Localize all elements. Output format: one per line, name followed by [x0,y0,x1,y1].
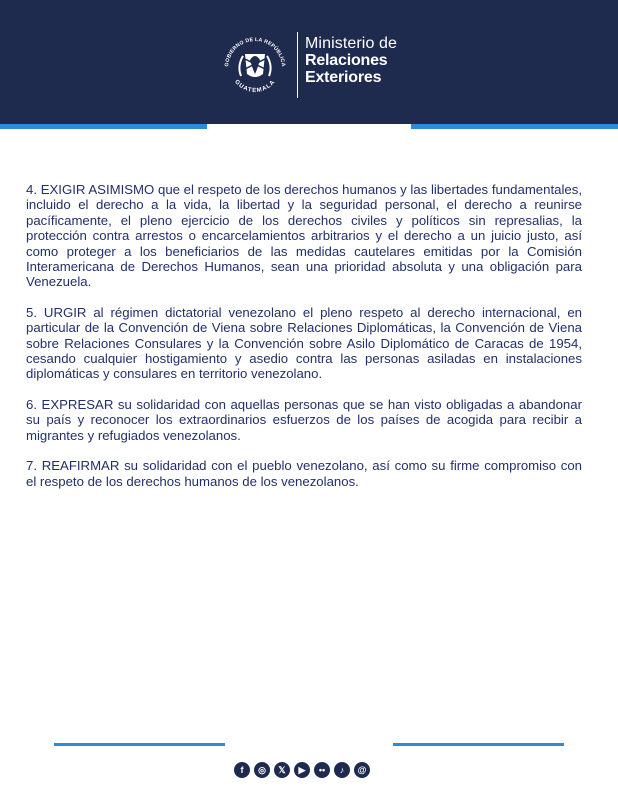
paragraph-6: 6. EXPRESAR su solidaridad con aquellas personas que se han visto obligadas a abandonar su país y reconocer los extraordinarios esfuerzos de los países de acogida para recibir a migrantes y refugiados venezolanos. [26,396,582,443]
seal-text-bottom: GUATEMALA [233,79,277,95]
ministry-line-1: Ministerio de [305,35,398,52]
paragraph-5: 5. URGIR al régimen dictatorial venezolano el pleno respeto al derecho internacional, en particular de la Convención de Viena sobre Relaciones Diplomáticas, la Convención de Viena sobre Relaciones Consulares y la Convención sobre Asilo Diplomático de Caracas de 1954, cesando cualquier hostigamiento y asedio contra las personas asiladas en instalaciones diplomáticas y consulares en territorio venezolano. [26,304,582,382]
header-stripe-left [0,124,207,129]
guatemala-coat-of-arms-icon [219,30,291,102]
tiktok-icon[interactable]: ♪ [334,762,350,778]
header-divider [297,32,298,98]
threads-icon[interactable]: @ [354,762,370,778]
svg-text:GUATEMALA [233,79,277,94]
footer-line-right [393,743,564,746]
youtube-icon[interactable]: ▶ [294,762,310,778]
flickr-icon[interactable]: •• [314,762,330,778]
x-icon[interactable]: 𝕏 [274,762,290,778]
seal-text-top: GOBIERNO DE LA REPÚBLICA [223,36,287,68]
paragraph-7: 7. REAFIRMAR su solidaridad con el pueblo venezolano, así como su firme compromiso con el respeto de los derechos humanos de los venezolanos. [26,458,582,489]
ministry-line-3: Exteriores [305,68,382,86]
facebook-icon[interactable]: f [234,762,250,778]
instagram-icon[interactable]: ◎ [254,762,270,778]
header-stripe-right [411,124,618,129]
ministry-line-2: Relaciones [305,51,388,69]
document-body [26,182,582,504]
ministry-name [305,36,397,86]
footer-line-left [54,743,225,746]
letterhead-header [0,0,618,124]
paragraph-4: 4. EXIGIR ASIMISMO que el respeto de los derechos humanos y las libertades fundamentales, incluido el derecho a la vida, la libertad y la seguridad personal, el derecho a reunirse pacíficamente, el pleno ejercicio de los derechos civiles y políticos sin represalias, la protección contra arrestos o encarcelamientos arbitrarios y el derecho a un juicio justo, así como proteger a los beneficiarios de las medidas cautelares emitidas por la Comisión Interamericana de Derechos Humanos, sean una prioridad absoluta y una obligación para Venezuela. [26,182,582,290]
social-links [234,762,370,778]
